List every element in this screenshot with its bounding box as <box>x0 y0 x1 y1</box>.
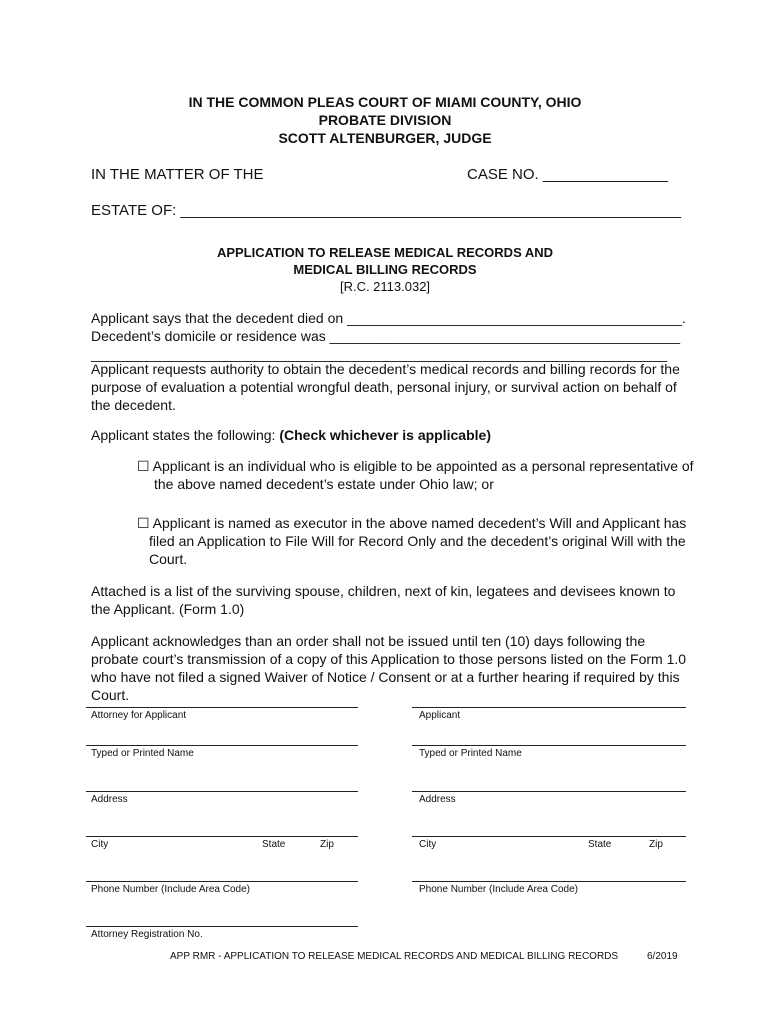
attorney-phone-label: Phone Number (Include Area Code) <box>91 884 250 895</box>
attorney-name-line[interactable] <box>86 745 358 746</box>
option-personal-representative-text: the above named decedent’s estate under Ohio law; or <box>154 476 494 492</box>
case-number-field[interactable]: CASE NO. _______________ <box>467 166 668 183</box>
states-prefix: Applicant states the following: <box>91 427 280 443</box>
applicant-phone-label: Phone Number (Include Area Code) <box>419 884 578 895</box>
attorney-name-label: Typed or Printed Name <box>91 748 194 759</box>
statute-citation: [R.C. 2113.032] <box>339 279 431 294</box>
estate-of-field[interactable]: ESTATE OF: ____________________________________________________________ <box>91 202 681 219</box>
applicant-city-label: City <box>419 839 437 850</box>
domicile-field[interactable]: Decedent’s domicile or residence was _____________________________________________ <box>91 328 681 344</box>
attorney-registration-line[interactable] <box>86 926 358 927</box>
matter-label: IN THE MATTER OF THE <box>91 166 264 183</box>
attorney-address-line[interactable] <box>86 791 358 792</box>
attorney-label: Attorney for Applicant <box>91 710 187 721</box>
domicile-field-continued[interactable]: __________________________________________________________________________ <box>91 346 668 362</box>
applicant-address-label: Address <box>419 794 456 805</box>
footer-revision-date: 6/2019 <box>647 951 678 962</box>
applicant-phone-line[interactable] <box>412 881 686 882</box>
form-title-line2: MEDICAL BILLING RECORDS <box>293 262 477 277</box>
applicant-name-line[interactable] <box>412 745 686 746</box>
option-personal-representative-checkbox[interactable]: ☐ Applicant is an individual who is eligible to be appointed as a personal representative of <box>137 458 694 474</box>
attorney-phone-line[interactable] <box>86 881 358 882</box>
attorney-city-line[interactable] <box>86 836 358 837</box>
option-executor-checkbox[interactable]: ☐ Applicant is named as executor in the above named decedent’s Will and Applicant has <box>137 515 687 531</box>
attorney-signature-line[interactable] <box>86 707 358 708</box>
attorney-city-label: City <box>91 839 109 850</box>
form-title-line1: APPLICATION TO RELEASE MEDICAL RECORDS AND <box>216 245 554 260</box>
applicant-signature-line[interactable] <box>412 707 686 708</box>
option-executor-text-line3: Court. <box>149 551 188 567</box>
court-title: IN THE COMMON PLEAS COURT OF MIAMI COUNTY, OHIO <box>188 94 582 110</box>
judge-title: SCOTT ALTENBURGER, JUDGE <box>278 130 492 146</box>
division-title: PROBATE DIVISION <box>318 112 452 128</box>
attorney-state-label: State <box>262 839 286 850</box>
footer-form-name: APP RMR - APPLICATION TO RELEASE MEDICAL RECORDS AND MEDICAL BILLING RECORDS <box>170 951 619 962</box>
applicant-label: Applicant <box>419 710 461 721</box>
attorney-zip-label: Zip <box>320 839 334 850</box>
acknowledgement-paragraph: Applicant acknowledges than an order shall not be issued until ten (10) days following the probate court’s transmission of a copy of this Application to those persons listed on the Form 1.0 who have not filed a signed Waiver of Notice / Consent or at a further hearing if required by this Court. <box>91 633 687 703</box>
attorney-address-label: Address <box>91 794 128 805</box>
request-paragraph: Applicant requests authority to obtain the decedent’s medical records and billing records for the purpose of evaluation a potential wrongful death, personal injury, or survival action on behalf of the decedent. <box>91 361 680 413</box>
applicant-zip-label: Zip <box>649 839 663 850</box>
check-instruction: (Check whichever is applicable) <box>279 427 491 443</box>
applicant-state-label: State <box>588 839 612 850</box>
attached-paragraph: Attached is a list of the surviving spouse, children, next of kin, legatees and devisees known to the Applicant. (Form 1.0) <box>91 583 676 617</box>
states-following <box>91 427 491 443</box>
attorney-registration-label: Attorney Registration No. <box>91 929 203 940</box>
applicant-city-line[interactable] <box>412 836 686 837</box>
applicant-address-line[interactable] <box>412 791 686 792</box>
option-executor-text-line2: filed an Application to File Will for Record Only and the decedent’s original Will with the <box>149 533 686 549</box>
date-of-death-field[interactable]: Applicant says that the decedent died on ___________________________________________. <box>91 310 686 326</box>
applicant-name-label: Typed or Printed Name <box>419 748 522 759</box>
